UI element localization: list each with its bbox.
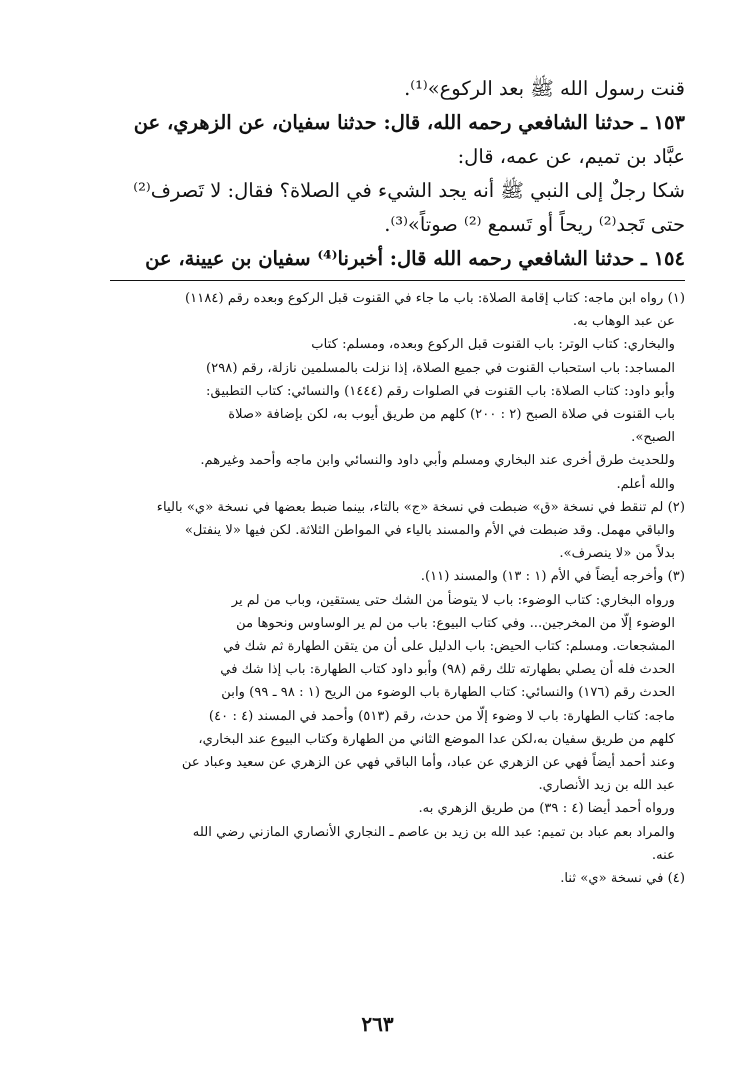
footnote-line: باب القنوت في صلاة الصبح (٢ : ٢٠٠) كلهم من طريق أيوب به، لكن بإضافة «صلاة bbox=[228, 407, 675, 423]
main-paragraph bbox=[110, 72, 685, 276]
footnote-line: وأبو داود: كتاب الصلاة: باب القنوت في الصلوات رقم (١٤٤٤) والنسائي: كتاب التطبيق: bbox=[206, 383, 675, 399]
footnote-line: وللحديث طرق أخرى عند البخاري ومسلم وأبي داود والنسائي وابن ماجه وأحمد وغيرهم. bbox=[200, 453, 675, 469]
footnote-line: وعند أحمد أيضاً فهي عن الزهري عن عباد، وأما الباقي فهي عن الزهري عن سعيد وعباد عن bbox=[181, 755, 675, 771]
footnote-separator bbox=[110, 280, 685, 281]
footnote-line: الحدث رقم (١٧٦) والنسائي: كتاب الطهارة باب الوضوء من الريح (١ : ٩٨ ـ ٩٩) وابن bbox=[221, 685, 675, 701]
footnote-line: بدلاً من «لا ينصرف». bbox=[559, 546, 675, 562]
main-line: شكا رجلٌ إلى النبي ﷺ أنه يجد الشيء في الصلاة؟ فقال: لا تَصرف⁽²⁾ bbox=[133, 179, 685, 202]
footnote-3 bbox=[110, 565, 685, 867]
footnote-line: والباقي مهمل. وقد ضبطت في الأم والمسند بالياء في المواطن الثلاثة. لكن فيها «لا ينفتل» bbox=[184, 523, 675, 539]
hadith-154-line: ١٥٤ ـ حدثنا الشافعي رحمه الله قال: أخبرنا⁽⁴⁾ سفيان بن عيينة، عن bbox=[145, 247, 685, 270]
footnote-1 bbox=[110, 287, 685, 496]
footnote-line: (٣) وأخرجه أيضاً في الأم (١ : ١٣) والمسند (١١). bbox=[420, 569, 685, 585]
footnote-line: الصبح». bbox=[631, 430, 675, 446]
footnote-line: المساجد: باب استحباب القنوت في جميع الصلاة، إذا نزلت بالمسلمين نازلة، رقم (٢٩٨) bbox=[205, 360, 675, 376]
footnote-line: (٢) لم تنقط في نسخة «ق» ضبطت في نسخة «ج» بالتاء، بينما ضبط بعضها في نسخة «ي» بالياء bbox=[156, 499, 685, 515]
page-body bbox=[110, 72, 685, 890]
footnote-line: عبد الله بن زيد الأنصاري. bbox=[538, 778, 675, 794]
page-number: ٢٦٣ bbox=[361, 1012, 394, 1036]
main-line: عبَّاد بن تميم، عن عمه، قال: bbox=[457, 145, 685, 168]
footnote-line: والله أعلم. bbox=[616, 476, 675, 492]
footnote-line: ورواه أحمد أيضا (٤ : ٣٩) من طريق الزهري به. bbox=[418, 801, 675, 817]
footnote-sub bbox=[110, 589, 685, 867]
footnote-line: المشجعات. ومسلم: كتاب الحيض: باب الدليل على أن من يتقن الطهارة ثم شك في bbox=[223, 639, 675, 655]
hadith-153-line: ١٥٣ ـ حدثنا الشافعي رحمه الله، قال: حدثنا سفيان، عن الزهري، عن bbox=[133, 111, 685, 134]
footnote-line: الحدث فله أن يصلي بطهارته تلك رقم (٩٨) وأبو داود كتاب الطهارة: باب إذا شك في bbox=[220, 662, 675, 678]
footnotes bbox=[110, 287, 685, 890]
footnote-sub bbox=[110, 310, 685, 496]
footnote-line: الوضوء إلّا من المخرجين... وفي كتاب البيوع: باب من لم ير الوساوس ونحوها من bbox=[236, 615, 675, 631]
footnote-sub bbox=[110, 519, 685, 565]
footnote-line: عنه. bbox=[651, 847, 675, 863]
footnote-2 bbox=[110, 496, 685, 566]
footnote-4 bbox=[110, 867, 685, 890]
footnote-line: والمراد بعم عباد بن تميم: عبد الله بن زيد بن عاصم ـ النجاري الأنصاري المازني رضي الله bbox=[192, 824, 675, 840]
footnote-line: ورواه البخاري: كتاب الوضوء: باب لا يتوضأ من الشك حتى يستقين، وباب من لم ير bbox=[231, 592, 675, 608]
footnote-line: عن عبد الوهاب به. bbox=[572, 314, 675, 330]
main-text bbox=[110, 72, 685, 276]
footnote-line: (١) رواه ابن ماجه: كتاب إقامة الصلاة: باب ما جاء في القنوت قبل الركوع وبعده رقم (١١٨٤) bbox=[185, 291, 685, 306]
footnote-line: ماجه: كتاب الطهارة: باب لا وضوء إلّا من حدث، رقم (٥١٣) وأحمد في المسند (٤ : ٤٠) bbox=[208, 708, 675, 724]
footnote-line: والبخاري: كتاب الوتر: باب القنوت قبل الركوع وبعده، ومسلم: كتاب bbox=[311, 337, 675, 353]
footnote-line: كلهم من طريق سفيان به،لكن عدا الموضع الثاني من الطهارة وكتاب البيوع عند البخاري، bbox=[198, 731, 675, 747]
footnote-line: (٤) في نسخة «ي» ثنا. bbox=[560, 871, 685, 887]
main-line: حتى تَجد⁽²⁾ ريحاً أو تَسمع ⁽²⁾ صوتاً»⁽³⁾. bbox=[384, 213, 685, 236]
main-line: قنت رسول الله ﷺ بعد الركوع»⁽¹⁾. bbox=[404, 77, 685, 100]
